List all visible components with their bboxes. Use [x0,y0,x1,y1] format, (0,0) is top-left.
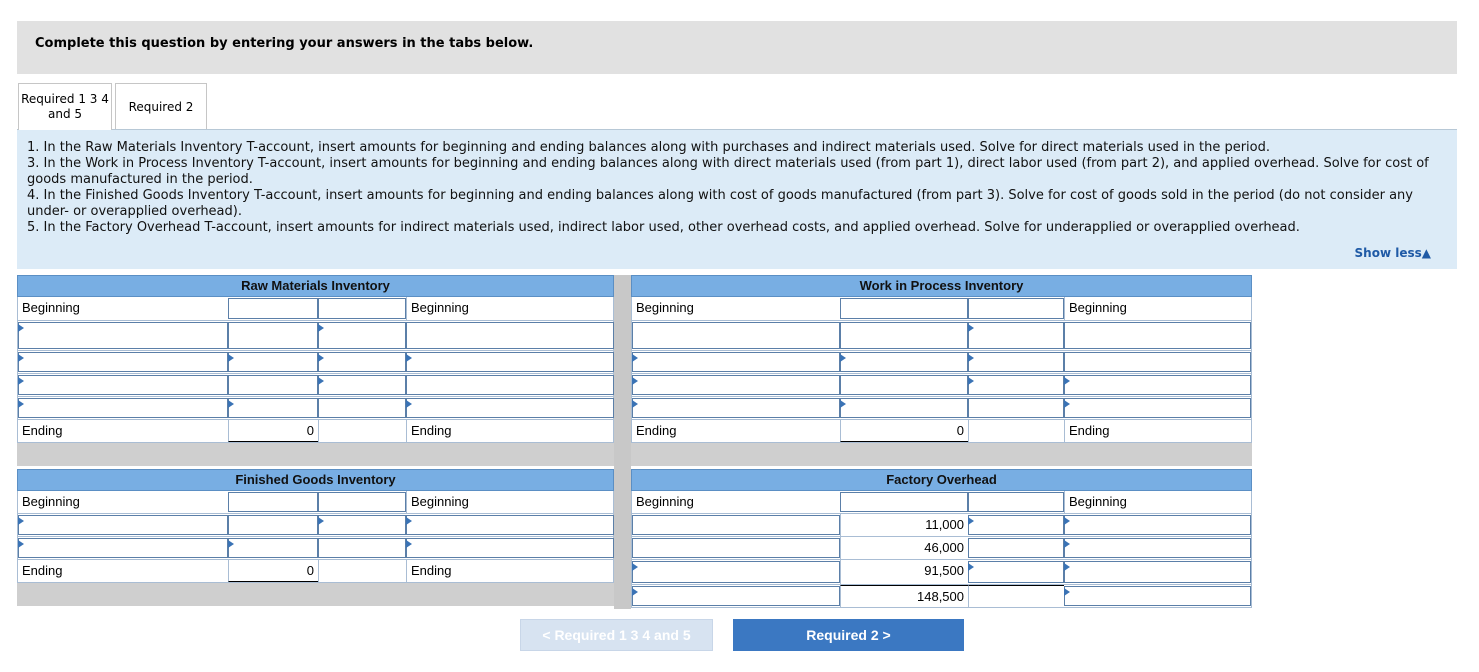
raw-credit-input[interactable] [318,398,406,418]
finished-goods-title: Finished Goods Inventory [17,469,614,491]
instructions-panel [17,129,1457,269]
wip-debit-input[interactable] [840,322,968,349]
tab-required-2[interactable] [115,83,207,130]
instruction-5: 5. In the Factory Overhead T-account, insert amounts for indirect materials used, indirect labor used, other overhead costs, and applied overhead. Solve for underapplied or overapplied overhead. [27,220,1300,235]
tab-label: Required 1 3 4 and 5 [21,92,109,121]
raw-debit-input[interactable] [228,398,318,418]
foh-credit-input[interactable] [968,515,1064,535]
fg-ending-right-label: Ending [406,560,615,582]
question-banner: Complete this question by entering your answers in the tabs below. [17,21,1457,74]
raw-left-label-input[interactable] [18,352,228,372]
fg-ending-label: Ending [22,563,63,578]
wip-left-label-input[interactable] [632,322,840,349]
foh-credit-input[interactable] [968,561,1064,583]
raw-ending-credit-cell [318,420,406,442]
wip-left-label-input[interactable] [632,398,840,418]
instruction-4: 4. In the Finished Goods Inventory T-account, insert amounts for beginning and ending balances along with cost of goods manufactured (from part 3). Solve for cost of goods sold in the period (do not consider any under- or overapplied overhead). [27,188,1413,219]
fg-ending-value: 0 [228,560,318,582]
tab-label: Required 2 [128,99,194,114]
wip-beginning-label: Beginning [636,300,694,315]
fg-debit-beginning-input[interactable] [228,492,318,512]
foh-debit-value: 11,000 [840,514,968,536]
raw-ending-label: Ending [22,423,63,438]
foh-right-label-input[interactable] [1064,586,1251,606]
raw-left-label-input[interactable] [18,375,228,395]
previous-tab-label: < Required 1 3 4 and 5 [542,627,691,643]
tab-required-1-3-4-5[interactable] [18,83,112,130]
instruction-1: 1. In the Raw Materials Inventory T-account, insert amounts for beginning and ending balances along with purchases and indirect materials used. Solve for direct materials used in the period. [27,140,1270,155]
wip-right-label-input[interactable] [1064,375,1251,395]
foh-beginning-label: Beginning [636,494,694,509]
wip-ending-value: 0 [840,420,968,442]
raw-right-label-input[interactable] [406,375,614,395]
previous-tab-button[interactable] [520,619,713,651]
wip-ending-label: Ending [636,423,677,438]
raw-credit-input[interactable] [318,352,406,372]
raw-debit-input[interactable] [228,375,318,395]
raw-beginning-label: Beginning [22,300,80,315]
wip-credit-input[interactable] [968,398,1064,418]
wip-right-label-input[interactable] [1064,352,1251,372]
raw-beginning-right-label: Beginning [406,297,615,320]
fg-credit-beginning-input[interactable] [318,492,406,512]
wip-debit-input[interactable] [840,375,968,395]
foh-left-label-input[interactable] [632,561,840,583]
foh-debit-beginning-input[interactable] [840,492,968,512]
factory-overhead-t-account [631,469,1252,608]
foh-beginning-right-label: Beginning [1064,491,1252,513]
foh-right-label-input[interactable] [1064,561,1251,583]
wip-t-account [631,275,1252,466]
raw-left-label-input[interactable] [18,322,228,349]
fg-left-label-input[interactable] [18,538,228,558]
fg-left-label-input[interactable] [18,515,228,535]
wip-credit-input[interactable] [968,352,1064,372]
wip-credit-input[interactable] [968,322,1064,349]
next-tab-label: Required 2 > [806,627,891,643]
raw-debit-input[interactable] [228,352,318,372]
next-tab-button[interactable] [733,619,964,651]
wip-credit-input[interactable] [968,375,1064,395]
wip-ending-credit-cell [968,420,1064,442]
wip-beginning-right-label: Beginning [1064,297,1252,320]
raw-right-label-input[interactable] [406,322,614,349]
wip-right-label-input[interactable] [1064,322,1251,349]
wip-debit-beginning-input[interactable] [840,298,968,319]
raw-left-label-input[interactable] [18,398,228,418]
foh-right-label-input[interactable] [1064,538,1251,558]
raw-credit-input[interactable] [318,375,406,395]
foh-debit-total: 148,500 [840,585,968,607]
fg-beginning-label: Beginning [22,494,80,509]
wip-debit-input[interactable] [840,352,968,372]
wip-credit-beginning-input[interactable] [968,298,1064,319]
foh-debit-value: 46,000 [840,537,968,559]
show-less-link[interactable]: Show less▲ [1354,246,1431,260]
fg-credit-input[interactable] [318,515,406,535]
fg-footer-band [17,583,614,606]
fg-debit-input[interactable] [228,515,318,535]
raw-ending-right-label: Ending [406,420,615,442]
raw-right-label-input[interactable] [406,352,614,372]
fg-right-label-input[interactable] [406,515,614,535]
foh-debit-value: 91,500 [840,560,968,584]
finished-goods-t-account [17,469,614,606]
foh-left-label-input[interactable] [632,586,840,606]
raw-credit-input[interactable] [318,322,406,349]
fg-credit-input[interactable] [318,538,406,558]
fg-debit-input[interactable] [228,538,318,558]
wip-debit-input[interactable] [840,398,968,418]
wip-footer-band [631,443,1252,466]
raw-materials-t-account [17,275,614,466]
raw-footer-band [17,443,614,466]
factory-overhead-title: Factory Overhead [631,469,1252,491]
wip-right-label-input[interactable] [1064,398,1251,418]
column-divider [614,275,631,609]
wip-left-label-input[interactable] [632,352,840,372]
foh-credit-input[interactable] [968,538,1064,558]
wip-left-label-input[interactable] [632,375,840,395]
fg-right-label-input[interactable] [406,538,614,558]
fg-beginning-right-label: Beginning [406,491,615,513]
foh-right-label-input[interactable] [1064,515,1251,535]
instruction-3: 3. In the Work in Process Inventory T-account, insert amounts for beginning and ending balances along with direct materials used (from part 1), direct labor used (from part 2), and applied overhead. Solve for cost of goods manufactured in the period. [27,156,1429,187]
raw-debit-beginning-input[interactable] [228,298,318,319]
wip-ending-right-label: Ending [1064,420,1252,442]
foh-left-label-input[interactable] [632,538,840,558]
foh-left-label-input[interactable] [632,515,840,535]
fg-ending-credit-cell [318,560,406,582]
raw-credit-beginning-input[interactable] [318,298,406,319]
raw-ending-value: 0 [228,420,318,442]
raw-right-label-input[interactable] [406,398,614,418]
raw-debit-input[interactable] [228,322,318,349]
foh-credit-beginning-input[interactable] [968,492,1064,512]
foh-credit-total-cell [968,585,1064,607]
raw-materials-title: Raw Materials Inventory [17,275,614,297]
wip-title: Work in Process Inventory [631,275,1252,297]
